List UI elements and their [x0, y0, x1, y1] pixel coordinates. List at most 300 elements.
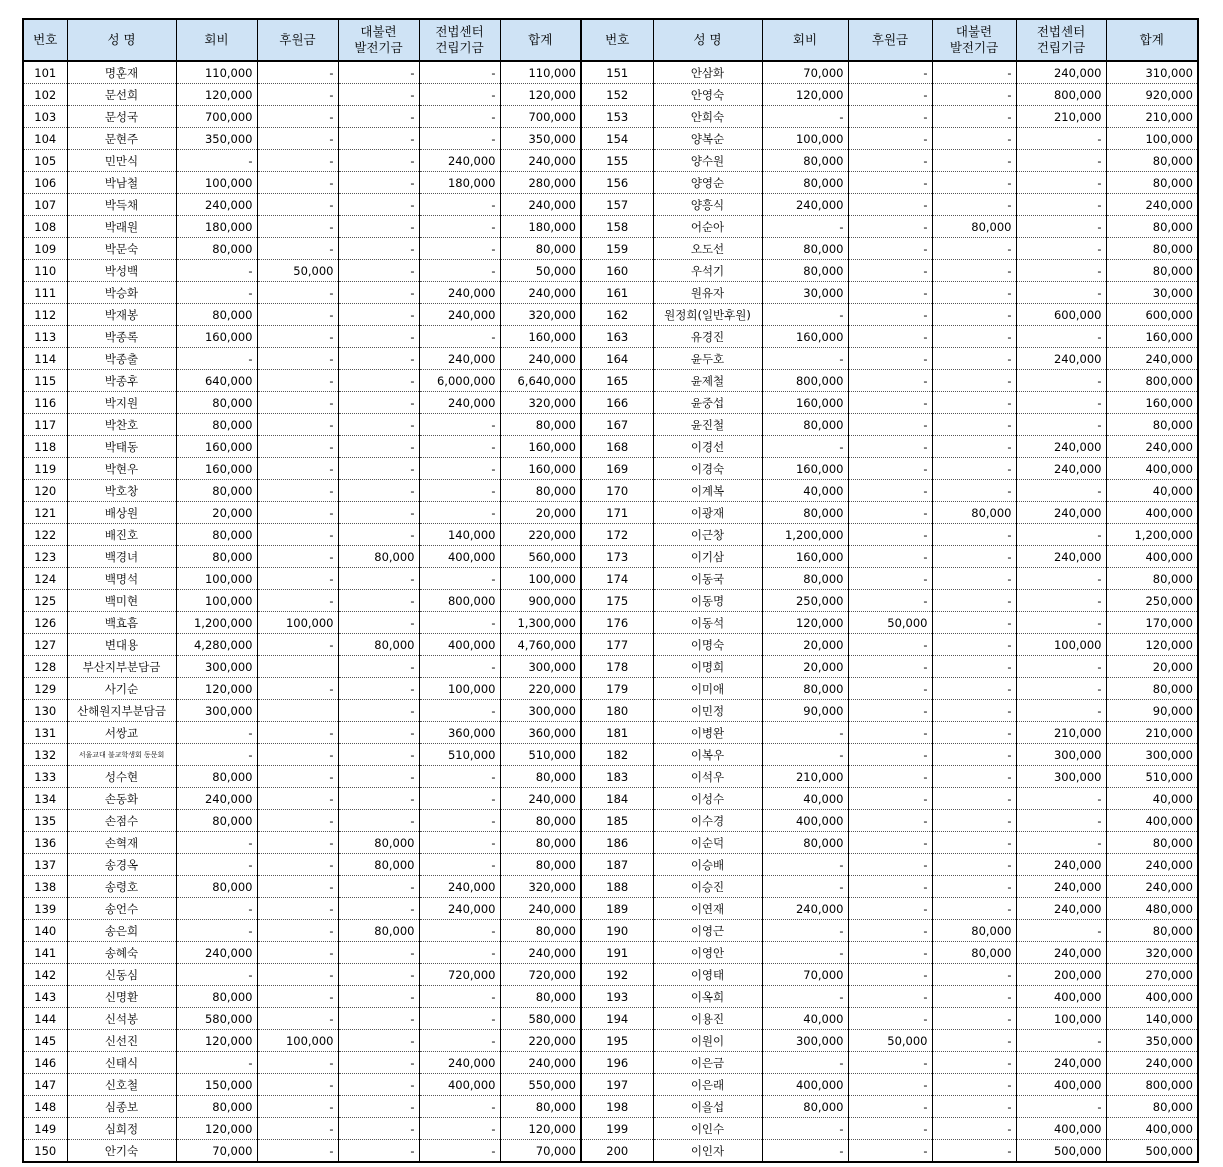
- cell-dbr-fund: -: [338, 61, 419, 84]
- table-row: [23, 84, 1198, 106]
- cell-sponsorship: -: [848, 568, 932, 590]
- cell-center-fund: 240,000: [419, 898, 500, 920]
- cell-number: 194: [581, 1008, 653, 1030]
- cell-sponsorship: -: [848, 480, 932, 502]
- cell-number: 166: [581, 392, 653, 414]
- cell-sponsorship: -: [257, 876, 338, 898]
- cell-name: 문선희: [67, 84, 176, 106]
- cell-dues: -: [762, 1052, 848, 1074]
- cell-name: 신명환: [67, 986, 176, 1008]
- cell-dbr-fund: -: [338, 194, 419, 216]
- cell-number: 123: [23, 546, 67, 568]
- cell-total: 100,000: [1106, 128, 1198, 150]
- cell-number: 112: [23, 304, 67, 326]
- cell-name: 이명희: [653, 656, 762, 678]
- table-row: [23, 326, 1198, 348]
- cell-name: 송혜숙: [67, 942, 176, 964]
- cell-dues: -: [176, 898, 257, 920]
- cell-sponsorship: -: [257, 216, 338, 238]
- cell-sponsorship: -: [848, 61, 932, 84]
- cell-total: 80,000: [500, 480, 581, 502]
- cell-dues: 4,280,000: [176, 634, 257, 656]
- table-row: [23, 788, 1198, 810]
- cell-dues: -: [176, 260, 257, 282]
- cell-center-fund: -: [419, 1096, 500, 1118]
- table-row: [23, 1008, 1198, 1030]
- header-center-fund-left: 전법센터 건립기금: [419, 19, 500, 61]
- cell-sponsorship: -: [848, 524, 932, 546]
- cell-dues: 20,000: [762, 634, 848, 656]
- cell-dbr-fund: -: [932, 766, 1016, 788]
- cell-number: 107: [23, 194, 67, 216]
- table-row: [23, 260, 1198, 282]
- cell-dbr-fund: -: [932, 964, 1016, 986]
- cell-center-fund: 300,000: [1016, 766, 1106, 788]
- cell-name: 배상원: [67, 502, 176, 524]
- cell-center-fund: 100,000: [1016, 634, 1106, 656]
- cell-center-fund: -: [1016, 700, 1106, 722]
- cell-dbr-fund: -: [338, 282, 419, 304]
- cell-dues: 160,000: [176, 326, 257, 348]
- cell-number: 135: [23, 810, 67, 832]
- cell-dues: 120,000: [176, 84, 257, 106]
- cell-sponsorship: -: [848, 348, 932, 370]
- cell-total: 300,000: [500, 656, 581, 678]
- cell-total: 1,300,000: [500, 612, 581, 634]
- cell-dues: -: [176, 150, 257, 172]
- cell-dues: 70,000: [762, 61, 848, 84]
- cell-dues: -: [762, 436, 848, 458]
- cell-name: 원유자: [653, 282, 762, 304]
- cell-number: 147: [23, 1074, 67, 1096]
- header-name-right: 성 명: [653, 19, 762, 61]
- cell-center-fund: 240,000: [419, 876, 500, 898]
- cell-sponsorship: -: [848, 282, 932, 304]
- cell-dbr-fund: -: [932, 150, 1016, 172]
- cell-sponsorship: -: [257, 238, 338, 260]
- cell-dues: -: [762, 744, 848, 766]
- table-row: [23, 106, 1198, 128]
- cell-number: 144: [23, 1008, 67, 1030]
- cell-dbr-fund: -: [932, 1140, 1016, 1163]
- cell-sponsorship: -: [848, 128, 932, 150]
- cell-center-fund: -: [419, 1008, 500, 1030]
- cell-number: 169: [581, 458, 653, 480]
- table-row: [23, 766, 1198, 788]
- cell-dues: 80,000: [762, 414, 848, 436]
- cell-dues: 80,000: [762, 260, 848, 282]
- cell-center-fund: -: [419, 568, 500, 590]
- table-row: [23, 524, 1198, 546]
- cell-name: 산해원지부분담금: [67, 700, 176, 722]
- cell-dues: 30,000: [762, 282, 848, 304]
- cell-dues: 80,000: [762, 832, 848, 854]
- cell-sponsorship: -: [848, 854, 932, 876]
- cell-sponsorship: -: [257, 172, 338, 194]
- cell-center-fund: 100,000: [1016, 1008, 1106, 1030]
- cell-number: 119: [23, 458, 67, 480]
- cell-name: 이수경: [653, 810, 762, 832]
- cell-total: 800,000: [1106, 370, 1198, 392]
- cell-center-fund: -: [1016, 1096, 1106, 1118]
- cell-number: 106: [23, 172, 67, 194]
- cell-number: 197: [581, 1074, 653, 1096]
- cell-dbr-fund: -: [932, 172, 1016, 194]
- cell-total: 100,000: [500, 568, 581, 590]
- cell-dbr-fund: -: [932, 722, 1016, 744]
- cell-sponsorship: -: [848, 832, 932, 854]
- cell-sponsorship: -: [257, 436, 338, 458]
- cell-center-fund: -: [1016, 524, 1106, 546]
- header-name-left: 성 명: [67, 19, 176, 61]
- table-row: [23, 810, 1198, 832]
- cell-dues: 240,000: [176, 788, 257, 810]
- cell-dues: 20,000: [176, 502, 257, 524]
- cell-total: 80,000: [1106, 832, 1198, 854]
- cell-dbr-fund: 80,000: [932, 942, 1016, 964]
- cell-number: 145: [23, 1030, 67, 1052]
- table-row: [23, 898, 1198, 920]
- cell-dbr-fund: -: [338, 348, 419, 370]
- cell-sponsorship: -: [848, 304, 932, 326]
- cell-center-fund: -: [419, 854, 500, 876]
- cell-name: 사기순: [67, 678, 176, 700]
- cell-dues: -: [176, 920, 257, 942]
- cell-center-fund: 400,000: [1016, 1118, 1106, 1140]
- table-row: [23, 986, 1198, 1008]
- cell-name: 이영안: [653, 942, 762, 964]
- cell-number: 134: [23, 788, 67, 810]
- cell-center-fund: 600,000: [1016, 304, 1106, 326]
- cell-center-fund: 240,000: [1016, 1052, 1106, 1074]
- cell-total: 720,000: [500, 964, 581, 986]
- cell-center-fund: -: [1016, 612, 1106, 634]
- cell-center-fund: 400,000: [419, 634, 500, 656]
- cell-dues: 150,000: [176, 1074, 257, 1096]
- cell-number: 200: [581, 1140, 653, 1163]
- cell-sponsorship: -: [257, 744, 338, 766]
- cell-dues: 80,000: [176, 414, 257, 436]
- cell-center-fund: -: [1016, 326, 1106, 348]
- cell-sponsorship: -: [257, 414, 338, 436]
- cell-sponsorship: -: [848, 260, 932, 282]
- cell-number: 168: [581, 436, 653, 458]
- cell-dues: -: [762, 304, 848, 326]
- cell-number: 160: [581, 260, 653, 282]
- cell-center-fund: 510,000: [419, 744, 500, 766]
- cell-sponsorship: -: [848, 172, 932, 194]
- cell-sponsorship: -: [257, 348, 338, 370]
- cell-dues: 80,000: [762, 238, 848, 260]
- cell-center-fund: 240,000: [1016, 348, 1106, 370]
- cell-dues: -: [176, 722, 257, 744]
- cell-total: 160,000: [1106, 392, 1198, 414]
- cell-center-fund: 240,000: [419, 282, 500, 304]
- cell-center-fund: -: [1016, 238, 1106, 260]
- cell-dues: 800,000: [762, 370, 848, 392]
- header-sponsorship-right: 후원금: [848, 19, 932, 61]
- cell-total: 360,000: [500, 722, 581, 744]
- cell-total: 210,000: [1106, 722, 1198, 744]
- cell-center-fund: -: [419, 480, 500, 502]
- cell-sponsorship: -: [257, 1008, 338, 1030]
- cell-dues: -: [762, 942, 848, 964]
- cell-sponsorship: -: [257, 1074, 338, 1096]
- cell-sponsorship: -: [848, 216, 932, 238]
- cell-dues: 1,200,000: [762, 524, 848, 546]
- cell-sponsorship: -: [848, 876, 932, 898]
- cell-dbr-fund: -: [932, 788, 1016, 810]
- cell-dbr-fund: -: [932, 876, 1016, 898]
- cell-dues: 80,000: [176, 810, 257, 832]
- cell-sponsorship: -: [257, 370, 338, 392]
- cell-dues: 240,000: [176, 942, 257, 964]
- cell-sponsorship: -: [257, 788, 338, 810]
- cell-center-fund: -: [1016, 392, 1106, 414]
- cell-number: 164: [581, 348, 653, 370]
- header-row: [23, 19, 1198, 61]
- cell-number: 186: [581, 832, 653, 854]
- cell-number: 117: [23, 414, 67, 436]
- cell-dues: 300,000: [762, 1030, 848, 1052]
- cell-total: 160,000: [500, 458, 581, 480]
- cell-center-fund: -: [419, 942, 500, 964]
- cell-dbr-fund: -: [338, 722, 419, 744]
- cell-sponsorship: -: [848, 1052, 932, 1074]
- cell-center-fund: -: [419, 458, 500, 480]
- cell-sponsorship: -: [257, 678, 338, 700]
- cell-center-fund: 180,000: [419, 172, 500, 194]
- cell-number: 171: [581, 502, 653, 524]
- cell-total: 80,000: [1106, 238, 1198, 260]
- cell-sponsorship: -: [257, 502, 338, 524]
- cell-dbr-fund: -: [338, 480, 419, 502]
- cell-dbr-fund: 80,000: [338, 832, 419, 854]
- cell-name: 박득채: [67, 194, 176, 216]
- cell-center-fund: 240,000: [419, 304, 500, 326]
- cell-dues: 160,000: [762, 458, 848, 480]
- cell-dbr-fund: -: [338, 370, 419, 392]
- cell-sponsorship: -: [257, 1118, 338, 1140]
- cell-total: 50,000: [500, 260, 581, 282]
- cell-number: 142: [23, 964, 67, 986]
- cell-total: 120,000: [1106, 634, 1198, 656]
- cell-center-fund: -: [419, 84, 500, 106]
- cell-total: 320,000: [500, 876, 581, 898]
- cell-name: 이연재: [653, 898, 762, 920]
- cell-dbr-fund: -: [932, 84, 1016, 106]
- cell-total: 120,000: [500, 84, 581, 106]
- cell-dues: 240,000: [762, 194, 848, 216]
- cell-total: 80,000: [1106, 920, 1198, 942]
- cell-dbr-fund: -: [932, 282, 1016, 304]
- cell-total: 400,000: [1106, 810, 1198, 832]
- cell-dbr-fund: -: [932, 1008, 1016, 1030]
- cell-number: 153: [581, 106, 653, 128]
- table-row: [23, 194, 1198, 216]
- cell-total: 900,000: [500, 590, 581, 612]
- cell-center-fund: -: [1016, 282, 1106, 304]
- cell-number: 193: [581, 986, 653, 1008]
- cell-dues: 80,000: [762, 568, 848, 590]
- cell-sponsorship: 100,000: [257, 612, 338, 634]
- cell-number: 140: [23, 920, 67, 942]
- cell-sponsorship: -: [848, 326, 932, 348]
- cell-dues: 80,000: [176, 766, 257, 788]
- cell-sponsorship: -: [257, 84, 338, 106]
- cell-dues: 80,000: [176, 524, 257, 546]
- cell-number: 141: [23, 942, 67, 964]
- cell-dues: 80,000: [176, 392, 257, 414]
- table-row: [23, 1096, 1198, 1118]
- cell-sponsorship: -: [848, 194, 932, 216]
- cell-name: 박재봉: [67, 304, 176, 326]
- cell-dbr-fund: -: [932, 348, 1016, 370]
- cell-name: 이성수: [653, 788, 762, 810]
- cell-dues: 100,000: [176, 172, 257, 194]
- cell-total: 20,000: [1106, 656, 1198, 678]
- cell-dues: 180,000: [176, 216, 257, 238]
- cell-center-fund: -: [1016, 150, 1106, 172]
- cell-center-fund: -: [1016, 370, 1106, 392]
- cell-dbr-fund: -: [932, 458, 1016, 480]
- cell-dues: 300,000: [176, 656, 257, 678]
- cell-dbr-fund: -: [932, 832, 1016, 854]
- cell-dues: 80,000: [762, 172, 848, 194]
- cell-total: 240,000: [500, 898, 581, 920]
- cell-dbr-fund: -: [932, 1096, 1016, 1118]
- table-row: [23, 1118, 1198, 1140]
- cell-name: 이경숙: [653, 458, 762, 480]
- cell-sponsorship: -: [848, 766, 932, 788]
- table-row: [23, 502, 1198, 524]
- cell-total: 80,000: [500, 810, 581, 832]
- cell-number: 110: [23, 260, 67, 282]
- cell-center-fund: 240,000: [1016, 854, 1106, 876]
- table-row: [23, 942, 1198, 964]
- cell-number: 151: [581, 61, 653, 84]
- cell-sponsorship: -: [257, 964, 338, 986]
- cell-number: 184: [581, 788, 653, 810]
- cell-total: 80,000: [1106, 568, 1198, 590]
- cell-name: 이민정: [653, 700, 762, 722]
- cell-center-fund: -: [1016, 590, 1106, 612]
- table-row: [23, 546, 1198, 568]
- cell-dbr-fund: 80,000: [338, 634, 419, 656]
- cell-dues: 160,000: [762, 326, 848, 348]
- cell-number: 180: [581, 700, 653, 722]
- cell-dbr-fund: -: [338, 172, 419, 194]
- cell-name: 신동심: [67, 964, 176, 986]
- cell-dues: 120,000: [762, 612, 848, 634]
- cell-total: 80,000: [500, 238, 581, 260]
- cell-name: 이용진: [653, 1008, 762, 1030]
- cell-sponsorship: -: [848, 986, 932, 1008]
- cell-dues: -: [762, 876, 848, 898]
- cell-dues: 80,000: [176, 1096, 257, 1118]
- cell-dbr-fund: -: [932, 590, 1016, 612]
- cell-total: 240,000: [500, 348, 581, 370]
- cell-center-fund: -: [419, 216, 500, 238]
- cell-name: 이동석: [653, 612, 762, 634]
- cell-dbr-fund: -: [932, 524, 1016, 546]
- cell-total: 80,000: [500, 920, 581, 942]
- cell-total: 80,000: [500, 854, 581, 876]
- cell-sponsorship: -: [257, 150, 338, 172]
- cell-total: 220,000: [500, 678, 581, 700]
- cell-sponsorship: -: [257, 634, 338, 656]
- cell-sponsorship: -: [848, 1096, 932, 1118]
- cell-name: 이영태: [653, 964, 762, 986]
- cell-total: 580,000: [500, 1008, 581, 1030]
- cell-number: 136: [23, 832, 67, 854]
- cell-sponsorship: -: [257, 458, 338, 480]
- cell-center-fund: -: [419, 436, 500, 458]
- cell-name: 문성국: [67, 106, 176, 128]
- cell-total: 80,000: [500, 1096, 581, 1118]
- cell-number: 120: [23, 480, 67, 502]
- cell-total: 320,000: [1106, 942, 1198, 964]
- cell-number: 191: [581, 942, 653, 964]
- cell-total: 510,000: [500, 744, 581, 766]
- cell-total: 240,000: [1106, 348, 1198, 370]
- table-row: [23, 920, 1198, 942]
- cell-number: 156: [581, 172, 653, 194]
- cell-name: 윤두호: [653, 348, 762, 370]
- cell-center-fund: -: [1016, 1030, 1106, 1052]
- table-row: [23, 876, 1198, 898]
- table-row: [23, 150, 1198, 172]
- cell-sponsorship: 50,000: [257, 260, 338, 282]
- cell-number: 111: [23, 282, 67, 304]
- cell-center-fund: -: [419, 260, 500, 282]
- cell-center-fund: 210,000: [1016, 722, 1106, 744]
- cell-total: 350,000: [500, 128, 581, 150]
- table-row: [23, 964, 1198, 986]
- cell-name: 이승배: [653, 854, 762, 876]
- cell-number: 152: [581, 84, 653, 106]
- cell-name: 송경옥: [67, 854, 176, 876]
- cell-name: 문현주: [67, 128, 176, 150]
- cell-sponsorship: -: [257, 326, 338, 348]
- cell-center-fund: 240,000: [419, 150, 500, 172]
- cell-total: 320,000: [500, 304, 581, 326]
- cell-name: 손점수: [67, 810, 176, 832]
- cell-center-fund: -: [1016, 194, 1106, 216]
- cell-center-fund: 400,000: [1016, 1074, 1106, 1096]
- cell-dues: -: [176, 832, 257, 854]
- cell-number: 198: [581, 1096, 653, 1118]
- cell-dbr-fund: -: [932, 1030, 1016, 1052]
- header-total-left: 합계: [500, 19, 581, 61]
- cell-dues: 580,000: [176, 1008, 257, 1030]
- cell-sponsorship: -: [848, 370, 932, 392]
- cell-total: 210,000: [1106, 106, 1198, 128]
- cell-number: 113: [23, 326, 67, 348]
- cell-dbr-fund: 80,000: [932, 216, 1016, 238]
- cell-total: 600,000: [1106, 304, 1198, 326]
- cell-total: 220,000: [500, 524, 581, 546]
- cell-sponsorship: [257, 700, 338, 722]
- header-sponsorship-left: 후원금: [257, 19, 338, 61]
- cell-dues: -: [176, 1052, 257, 1074]
- cell-total: 560,000: [500, 546, 581, 568]
- cell-sponsorship: -: [257, 986, 338, 1008]
- cell-number: 128: [23, 656, 67, 678]
- cell-sponsorship: -: [848, 920, 932, 942]
- cell-total: 300,000: [500, 700, 581, 722]
- cell-name: 심희정: [67, 1118, 176, 1140]
